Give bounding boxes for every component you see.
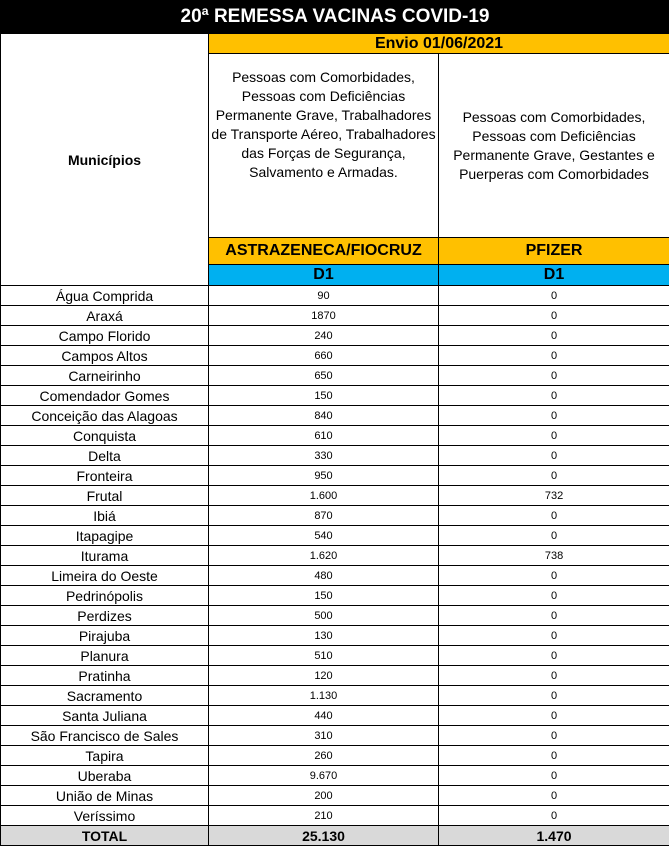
astrazeneca-value: 240: [209, 326, 439, 346]
pfizer-value: 0: [439, 466, 669, 486]
astrazeneca-header: ASTRAZENECA/FIOCRUZ: [209, 238, 439, 265]
pfizer-value: 0: [439, 326, 669, 346]
municipio-cell: Sacramento: [1, 686, 209, 706]
pfizer-dose-header: D1: [439, 265, 669, 286]
municipio-cell: Fronteira: [1, 466, 209, 486]
astrazeneca-dose-header: D1: [209, 265, 439, 286]
pfizer-value: 0: [439, 586, 669, 606]
astrazeneca-value: 480: [209, 566, 439, 586]
pfizer-header: PFIZER: [439, 238, 669, 265]
pfizer-value: 0: [439, 566, 669, 586]
table-row: [1, 626, 669, 646]
table-row: [1, 666, 669, 686]
astrazeneca-value: 200: [209, 786, 439, 806]
municipio-cell: Ibiá: [1, 506, 209, 526]
table-row: [1, 806, 669, 826]
astrazeneca-value: 660: [209, 346, 439, 366]
table-row: [1, 346, 669, 366]
astrazeneca-value: 440: [209, 706, 439, 726]
astrazeneca-value: 310: [209, 726, 439, 746]
astrazeneca-value: 150: [209, 386, 439, 406]
astrazeneca-value: 130: [209, 626, 439, 646]
table-row: [1, 386, 669, 406]
astrazeneca-value: 500: [209, 606, 439, 626]
table-row: [1, 526, 669, 546]
municipio-cell: Limeira do Oeste: [1, 566, 209, 586]
pfizer-value: 0: [439, 406, 669, 426]
table-row: [1, 606, 669, 626]
table-row: [1, 286, 669, 306]
table-row: [1, 786, 669, 806]
municipio-cell: Conceição das Alagoas: [1, 406, 209, 426]
table-row: [1, 366, 669, 386]
municipio-cell: Carneirinho: [1, 366, 209, 386]
municipio-cell: Tapira: [1, 746, 209, 766]
astrazeneca-total: 25.130: [209, 826, 439, 846]
table-row: [1, 326, 669, 346]
municipio-cell: Conquista: [1, 426, 209, 446]
table-row: [1, 486, 669, 506]
pfizer-value: 0: [439, 746, 669, 766]
pfizer-value: 0: [439, 786, 669, 806]
table-row: [1, 726, 669, 746]
pfizer-value: 0: [439, 646, 669, 666]
astrazeneca-value: 510: [209, 646, 439, 666]
municipio-cell: Pirajuba: [1, 626, 209, 646]
municipios-header: Municípios: [1, 34, 209, 286]
municipio-cell: Santa Juliana: [1, 706, 209, 726]
pfizer-target-groups: Pessoas com Comorbidades, Pessoas com Deficiências Permanente Grave, Gestantes e Puerperas com Comorbidades: [439, 54, 669, 238]
pfizer-value: 732: [439, 486, 669, 506]
table-row: [1, 426, 669, 446]
pfizer-value: 0: [439, 346, 669, 366]
municipio-cell: Água Comprida: [1, 286, 209, 306]
pfizer-value: 0: [439, 286, 669, 306]
municipio-cell: Iturama: [1, 546, 209, 566]
total-label: TOTAL: [1, 826, 209, 846]
municipio-cell: Araxá: [1, 306, 209, 326]
pfizer-total: 1.470: [439, 826, 669, 846]
table-row: [1, 646, 669, 666]
municipio-cell: União de Minas: [1, 786, 209, 806]
astrazeneca-value: 1.600: [209, 486, 439, 506]
sheet-title: 20ª REMESSA VACINAS COVID-19: [1, 1, 669, 34]
pfizer-value: 0: [439, 526, 669, 546]
table-row: [1, 686, 669, 706]
pfizer-value: 0: [439, 686, 669, 706]
municipio-cell: Frutal: [1, 486, 209, 506]
astrazeneca-value: 840: [209, 406, 439, 426]
astrazeneca-value: 1.620: [209, 546, 439, 566]
municipio-cell: Veríssimo: [1, 806, 209, 826]
astrazeneca-value: 260: [209, 746, 439, 766]
pfizer-value: 0: [439, 806, 669, 826]
astrazeneca-value: 870: [209, 506, 439, 526]
astrazeneca-value: 150: [209, 586, 439, 606]
astrazeneca-target-groups: Pessoas com Comorbidades, Pessoas com Deficiências Permanente Grave, Trabalhadores de Transporte Aéreo, Trabalhadores das Forças de Segurança, Salvamento e Armadas.: [209, 54, 439, 238]
astrazeneca-value: 1870: [209, 306, 439, 326]
shipment-date: Envio 01/06/2021: [209, 34, 669, 54]
municipio-cell: Planura: [1, 646, 209, 666]
table-row: [1, 406, 669, 426]
pfizer-value: 0: [439, 506, 669, 526]
pfizer-value: 0: [439, 446, 669, 466]
total-row: [1, 826, 669, 846]
table-row: [1, 566, 669, 586]
astrazeneca-value: 120: [209, 666, 439, 686]
pfizer-value: 0: [439, 426, 669, 446]
pfizer-value: 738: [439, 546, 669, 566]
municipio-cell: Itapagipe: [1, 526, 209, 546]
pfizer-value: 0: [439, 306, 669, 326]
municipio-cell: Campos Altos: [1, 346, 209, 366]
table-row: [1, 446, 669, 466]
table-row: [1, 746, 669, 766]
pfizer-value: 0: [439, 766, 669, 786]
table-row: [1, 506, 669, 526]
table-row: [1, 706, 669, 726]
astrazeneca-value: 650: [209, 366, 439, 386]
municipio-cell: Pedrinópolis: [1, 586, 209, 606]
pfizer-value: 0: [439, 726, 669, 746]
pfizer-value: 0: [439, 386, 669, 406]
pfizer-value: 0: [439, 666, 669, 686]
table-row: [1, 586, 669, 606]
table-row: [1, 466, 669, 486]
astrazeneca-value: 9.670: [209, 766, 439, 786]
municipio-cell: Pratinha: [1, 666, 209, 686]
astrazeneca-value: 950: [209, 466, 439, 486]
pfizer-value: 0: [439, 366, 669, 386]
astrazeneca-value: 90: [209, 286, 439, 306]
table-row: [1, 766, 669, 786]
table-row: [1, 546, 669, 566]
astrazeneca-value: 1.130: [209, 686, 439, 706]
pfizer-value: 0: [439, 606, 669, 626]
municipio-cell: Comendador Gomes: [1, 386, 209, 406]
municipio-cell: São Francisco de Sales: [1, 726, 209, 746]
astrazeneca-value: 610: [209, 426, 439, 446]
municipio-cell: Delta: [1, 446, 209, 466]
pfizer-value: 0: [439, 706, 669, 726]
pfizer-value: 0: [439, 626, 669, 646]
astrazeneca-value: 540: [209, 526, 439, 546]
table-row: [1, 306, 669, 326]
municipio-cell: Campo Florido: [1, 326, 209, 346]
astrazeneca-value: 330: [209, 446, 439, 466]
municipio-cell: Perdizes: [1, 606, 209, 626]
astrazeneca-value: 210: [209, 806, 439, 826]
municipio-cell: Uberaba: [1, 766, 209, 786]
